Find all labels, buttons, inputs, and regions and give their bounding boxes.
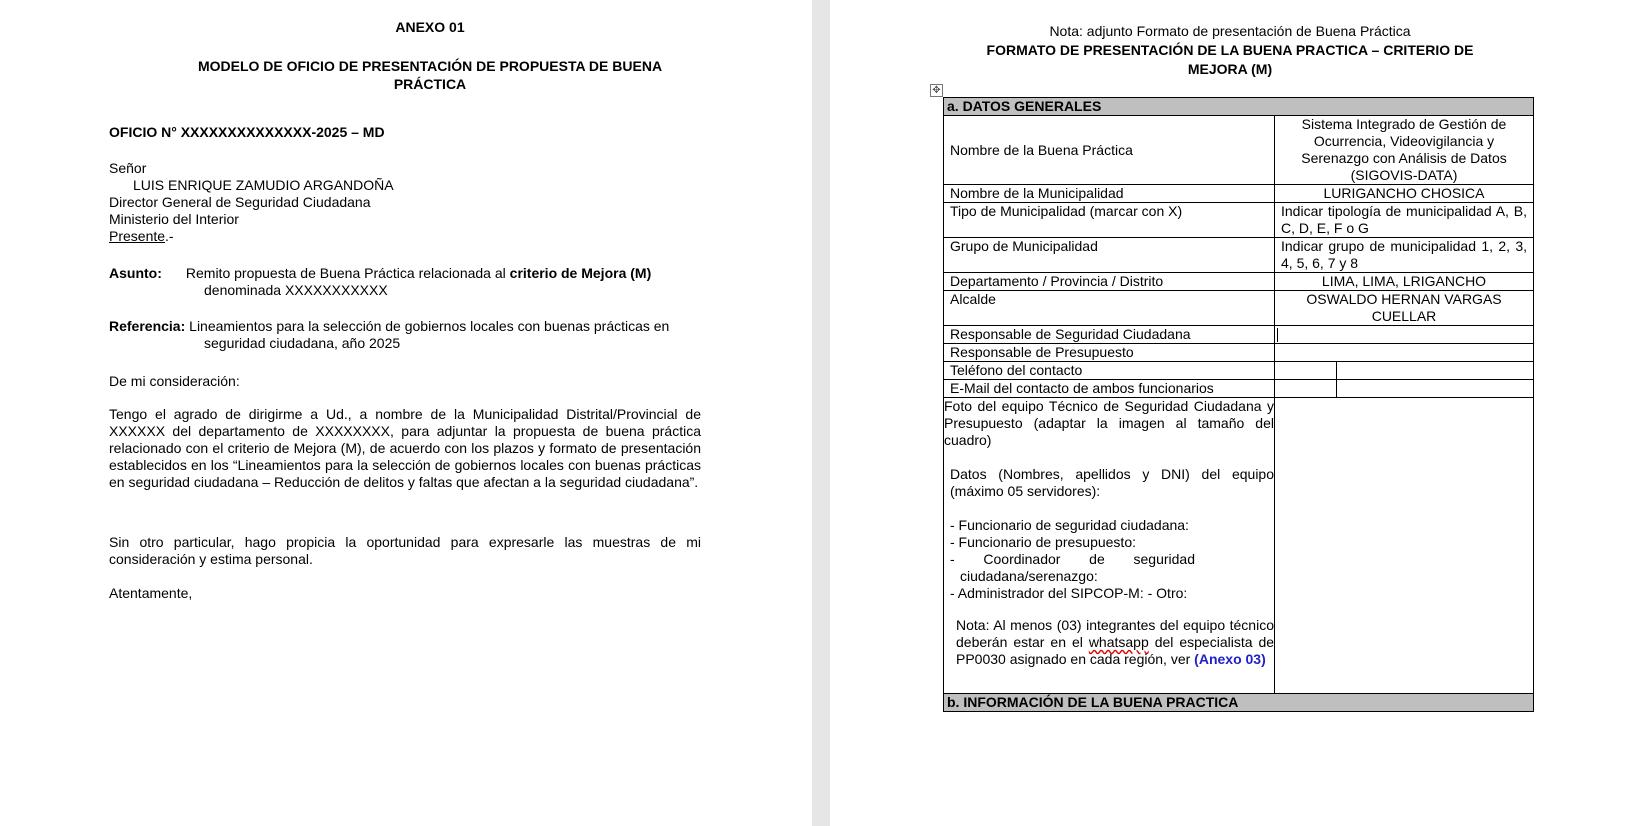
left-page bbox=[0, 0, 812, 826]
row-value[interactable]: LURIGANCHO CHOSICA bbox=[1275, 185, 1534, 203]
row-value[interactable] bbox=[1275, 344, 1534, 362]
annex-title: ANEXO 01 bbox=[395, 19, 465, 35]
row-value[interactable]: Sistema Integrado de Gestión de Ocurrencia, Videovigilancia y Serenazgo con Análisis de Datos (SIGOVIS-DATA) bbox=[1275, 116, 1534, 185]
recipient-block bbox=[109, 160, 709, 245]
team-row bbox=[944, 398, 1534, 694]
oficio-number: OFICIO N° XXXXXXXXXXXXXX-2025 – MD bbox=[109, 124, 385, 140]
greeting: De mi consideración: bbox=[109, 373, 240, 389]
row-label: Nombre de la Buena Práctica bbox=[944, 116, 1275, 185]
asunto-denominada: denominada XXXXXXXXXXX bbox=[204, 282, 388, 298]
recipient-salutation: Señor bbox=[109, 160, 147, 176]
table-row bbox=[944, 116, 1534, 185]
annex-03-link[interactable]: (Anexo 03) bbox=[1194, 651, 1266, 667]
table-row bbox=[944, 362, 1534, 380]
row-label: Grupo de Municipalidad bbox=[944, 238, 1275, 273]
list-item: - Coordinador de seguridad ciudadana/serenazgo: bbox=[950, 551, 1195, 584]
team-info-cell bbox=[944, 398, 1275, 694]
recipient-entity: Ministerio del Interior bbox=[109, 211, 239, 227]
table-row bbox=[944, 185, 1534, 203]
list-item: - Funcionario de presupuesto: bbox=[950, 534, 1136, 550]
table-row bbox=[944, 273, 1534, 291]
body-paragraph-2: Sin otro particular, hago propicia la oportunidad para expresarle las muestras de mi consideración y estima personal. bbox=[109, 534, 701, 567]
row-label: Departamento / Provincia / Distrito bbox=[944, 273, 1275, 291]
asunto-label: Asunto: bbox=[109, 265, 162, 281]
team-photo-text: Foto del equipo Técnico de Seguridad Ciudadana y Presupuesto (adaptar la imagen al tamaño del cuadro) bbox=[944, 398, 1274, 448]
document-heading: MODELO DE OFICIO DE PRESENTACIÓN DE PROPUESTA DE BUENA PRÁCTICA bbox=[197, 58, 663, 92]
body-paragraph-1: Tengo el agrado de dirigirme a Ud., a nombre de la Municipalidad Distrital/Provincial de XXXXXX del departamento de XXXXXXXX, para adjuntar la propuesta de buena práctica relacionado con el criterio de Mejora (M), de acuerdo con los plazos y formato de presentación establecidos en los “Lineamientos para la selección de gobiernos locales con buenas prácticas en seguridad ciudadana – Reducción de delitos y faltas que afectan a la seguridad ciudadana”. bbox=[109, 406, 701, 490]
row-value[interactable] bbox=[1275, 380, 1337, 398]
format-title: FORMATO DE PRESENTACIÓN DE LA BUENA PRACTICA – CRITERIO DE MEJORA (M) bbox=[986, 42, 1474, 77]
row-value[interactable]: Indicar tipología de municipalidad A, B, C, D, E, F o G bbox=[1275, 203, 1534, 238]
table-row bbox=[944, 291, 1534, 326]
row-label: E-Mail del contacto de ambos funcionarios bbox=[944, 380, 1275, 398]
text-cursor bbox=[1277, 328, 1278, 342]
row-label: Alcalde bbox=[944, 291, 1275, 326]
referencia-line2: seguridad ciudadana, año 2025 bbox=[204, 335, 401, 351]
asunto-text: Remito propuesta de Buena Práctica relacionada al bbox=[185, 265, 506, 281]
table-row bbox=[944, 326, 1534, 344]
row-label: Responsable de Seguridad Ciudadana bbox=[944, 326, 1275, 344]
referencia-block bbox=[109, 318, 701, 352]
recipient-presente: Presente.- bbox=[109, 228, 174, 244]
row-label: Responsable de Presupuesto bbox=[944, 344, 1275, 362]
general-data-table bbox=[943, 97, 1534, 712]
team-list bbox=[950, 517, 1274, 602]
referencia-line1: Lineamientos para la selección de gobiernos locales con buenas prácticas en bbox=[189, 318, 670, 334]
table-row bbox=[944, 380, 1534, 398]
row-value[interactable]: LIMA, LIMA, LRIGANCHO bbox=[1275, 273, 1534, 291]
row-label: Nombre de la Municipalidad bbox=[944, 185, 1275, 203]
asunto-block bbox=[109, 265, 701, 299]
row-value-2[interactable] bbox=[1337, 380, 1534, 398]
closing: Atentamente, bbox=[109, 585, 193, 601]
section-a-header: a. DATOS GENERALES bbox=[944, 98, 1534, 116]
table-row bbox=[944, 344, 1534, 362]
row-value-2[interactable] bbox=[1337, 362, 1534, 380]
section-b-header: b. INFORMACIÓN DE LA BUENA PRACTICA bbox=[944, 694, 1534, 712]
right-page bbox=[830, 0, 1630, 826]
table-row bbox=[944, 203, 1534, 238]
team-photo-cell[interactable] bbox=[1275, 398, 1534, 694]
row-label: Tipo de Municipalidad (marcar con X) bbox=[944, 203, 1275, 238]
row-value[interactable]: OSWALDO HERNAN VARGAS CUELLAR bbox=[1275, 291, 1534, 326]
row-label: Teléfono del contacto bbox=[944, 362, 1275, 380]
row-value[interactable]: Indicar grupo de municipalidad 1, 2, 3, 4, 5, 6, 7 y 8 bbox=[1275, 238, 1534, 273]
note-attached: Nota: adjunto Formato de presentación de Buena Práctica bbox=[1049, 23, 1411, 39]
team-note: Nota: Al menos (03) integrantes del equipo técnico deberán estar en el whatsapp del especialista de PP0030 asignado en cada región, ver (Anexo 03) bbox=[956, 617, 1275, 667]
table-move-handle-icon[interactable]: ✥ bbox=[930, 84, 943, 97]
team-data-text: Datos (Nombres, apellidos y DNI) del equipo (máximo 05 servidores): bbox=[950, 466, 1274, 499]
spelling-flag: whatsapp bbox=[1088, 634, 1149, 650]
referencia-label: Referencia: bbox=[109, 318, 186, 334]
asunto-bold: criterio de Mejora (M) bbox=[509, 265, 652, 281]
table-row bbox=[944, 238, 1534, 273]
recipient-name: LUIS ENRIQUE ZAMUDIO ARGANDOÑA bbox=[133, 177, 394, 193]
list-item: - Funcionario de seguridad ciudadana: bbox=[950, 517, 1189, 533]
list-item: - Administrador del SIPCOP-M: - Otro: bbox=[950, 585, 1188, 601]
recipient-position: Director General de Seguridad Ciudadana bbox=[109, 194, 371, 210]
row-value[interactable] bbox=[1275, 362, 1337, 380]
row-value-cursor[interactable] bbox=[1275, 326, 1534, 344]
